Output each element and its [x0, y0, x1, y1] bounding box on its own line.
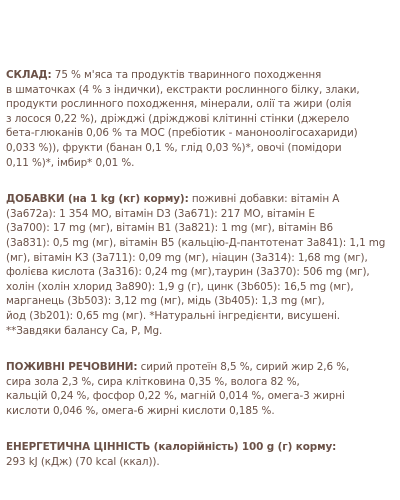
additives-line-3: (3а700): 17 mg (мг), вітамін В1 (3а821): 1 mg (мг), вітамін В6 [6, 222, 334, 235]
energy-section [6, 440, 398, 469]
composition-section [6, 68, 398, 170]
nutrients-heading: ПОЖИВНІ РЕЧОВИНИ: [6, 361, 138, 374]
product-label-text [6, 68, 398, 470]
additives-line-6: фолієва кислота (3а316): 0,24 mg (мг),таурин (3а370): 506 mg (мг), [6, 266, 370, 279]
energy-heading: ЕНЕРГЕТИЧНА ЦІННІСТЬ (калорійність) 100 g (г) корму: [6, 441, 337, 454]
additives-heading: ДОБАВКИ (на 1 kg (кг) корму): [6, 193, 189, 206]
composition-line-4: з лосося 0,22 %), дріжджі (дріжджові клітинні стінки (джерело [6, 112, 350, 125]
additives-line-10: **Завдяки балансу Ca, P, Mg. [6, 324, 163, 337]
nutrients-line-2: сира зола 2,3 %, сира клітковина 0,35 %, волога 82 %, [6, 375, 300, 388]
additives-line-5: (мг), вітамін К3 (3а711): 0,09 mg (мг), ніацин (3а314): 1,68 mg (мг), [6, 251, 368, 264]
composition-line-6: 0,033 %)), фрукти (банан 0,1 %, глід 0,03 %)*, овочі (помідори [6, 141, 342, 154]
additives-line-8: марганець (3b503): 3,12 mg (мг), мідь (3b405): 1,3 mg (мг), [6, 295, 325, 308]
energy-line-2: 293 kJ (кДж) (70 kcal (ккал)). [6, 456, 160, 469]
additives-line-2: (3а672а): 1 354 МО, вітамін D3 (3а671): 217 МО, вітамін Е [6, 207, 315, 220]
additives-line-1: ДОБАВКИ (на 1 kg (кг) корму): поживні добавки: вітамін А [6, 193, 340, 206]
nutrients-line-1: ПОЖИВНІ РЕЧОВИНИ: сирий протеїн 8,5 %, сирий жир 2,6 %, [6, 361, 350, 374]
composition-line-3: продукти рослинного походження, мінерали, олії та жири (олія [6, 98, 352, 111]
composition-heading: СКЛАД: [6, 69, 52, 81]
nutrients-line-3: кальцій 0,24 %, фосфор 0,22 %, магній 0,014 %, омега-3 жирні [6, 390, 345, 403]
nutrients-line-4: кислоти 0,046 %, омега-6 жирні кислоти 0,185 %. [6, 404, 275, 417]
energy-line-1 [6, 440, 398, 455]
additives-line-9: йод (3b201): 0,65 mg (мг). *Натуральні інгредієнти, висушені. [6, 309, 340, 322]
additives-section [6, 192, 398, 338]
additives-line-7: холін (холін хлорид 3а890): 1,9 g (г), цинк (3b605): 16,5 mg (мг), [6, 280, 354, 293]
nutrients-section [6, 360, 398, 418]
composition-line-2: в шматочках (4 % з індички), екстракти рослинного білку, злаки, [6, 83, 360, 96]
composition-line-7: 0,11 %)*, імбир* 0,01 %. [6, 156, 135, 169]
composition-line-1: СКЛАД: 75 % м'яса та продуктів тваринного походження [6, 69, 322, 81]
composition-line-5: бета-глюканів 0,06 % та МОС (пребіотик - маноноолігосахариди) [6, 127, 358, 140]
additives-line-4: (3а831): 0,5 mg (мг), вітамін В5 (кальцію-Д-пантотенат 3а841): 1,1 mg [6, 236, 386, 249]
